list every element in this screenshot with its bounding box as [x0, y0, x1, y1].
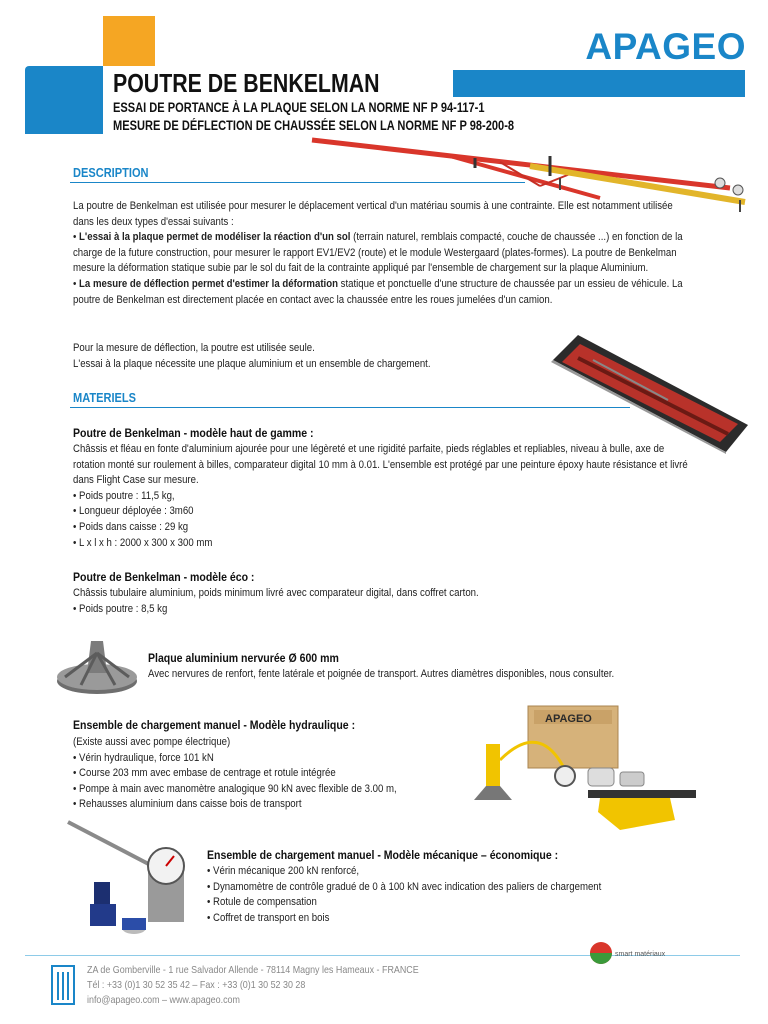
- header-blue-bar: [453, 70, 745, 97]
- list-item: • Poids poutre : 8,5 kg: [73, 602, 589, 618]
- product-text-hydraulique: (Existe aussi avec pompe électrique) • Vérin hydraulique, force 101 kN • Course 203 mm avec embase de centrage et rotule intégrée • Pompe à main avec manomètre analogique 90 kN avec flexible de 3.00 m, • Rehausses aluminium dans caisse bois de transport: [73, 735, 417, 813]
- description-bullet-deflection: • La mesure de déflection permet d'estimer la déformation statique et ponctuelle d'une structure de chaussée par un essieu de véhicule. La poutre de Benkelman est directement placée en contact avec la chaussée entre les roues jumelées d'un camion.: [73, 277, 683, 306]
- apageo-crate-label: APAGEO: [545, 713, 592, 725]
- list-item: • Vérin mécanique 200 kN renforcé,: [207, 864, 671, 880]
- list-item: • Course 203 mm avec embase de centrage et rotule intégrée: [73, 766, 417, 782]
- list-item: • L x l x h : 2000 x 300 x 300 mm: [73, 536, 697, 552]
- product-title-hydraulique: Ensemble de chargement manuel - Modèle hydraulique :: [73, 718, 356, 732]
- product-title-eco: Poutre de Benkelman - modèle éco :: [73, 570, 255, 584]
- product-title-haut-de-gamme: Poutre de Benkelman - modèle haut de gamme :: [73, 426, 314, 440]
- footer-web-link[interactable]: info@apageo.com – www.apageo.com: [87, 994, 240, 1006]
- page-title: POUTRE DE BENKELMAN: [113, 68, 380, 98]
- list-item: • Longueur déployée : 3m60: [73, 504, 697, 520]
- list-item: • Rehausses aluminium dans caisse bois de transport: [73, 797, 417, 813]
- spec-list-hydraulique: [73, 751, 417, 813]
- footer-phone: Tél : +33 (0)1 30 52 35 42 – Fax : +33 (0)1 30 52 30 28: [87, 979, 306, 991]
- spec-list-haut-de-gamme: [73, 489, 697, 551]
- description-bullet-plaque: • L'essai à la plaque permet de modéliser la réaction d'un sol (terrain naturel, remblais compacté, couche de chaussée ...) en fonction de la charge de la future construction, pour mesurer le rapport EV1/EV2 (route) et le module Westergaard (plates-formes). La poutre de Benkelman mesure la déformation statique subie par le sol du fait de la contrainte appliqué par l'ensemble de chargement sur la plaque Aluminium.: [73, 231, 683, 275]
- section-title-materiels: MATERIELS: [73, 390, 137, 405]
- product-text-mecanique: [207, 864, 671, 926]
- plaque-aluminium-image: [55, 633, 140, 698]
- product-title-plaque: Plaque aluminium nervurée Ø 600 mm: [148, 651, 339, 665]
- product-text-plaque: Avec nervures de renfort, fente latérale et poignée de transport. Autres diamètres disponibles, nous consulter.: [148, 668, 615, 680]
- flight-case-image: [548, 330, 753, 455]
- list-item: • Rotule de compensation: [207, 895, 671, 911]
- section-divider: [70, 407, 630, 408]
- description-usage: Pour la mesure de déflection, la poutre est utilisée seule. L'essai à la plaque nécessite une plaque aluminium et un ensemble de chargement.: [73, 342, 431, 370]
- product-title-mecanique: Ensemble de chargement manuel - Modèle mécanique – économique :: [207, 848, 559, 862]
- description-intro: La poutre de Benkelman est utilisée pour mesurer le déplacement vertical d'un matériau soumis à une contrainte. Elle est notamment utilisée dans les deux types d'essai suivants :: [73, 200, 673, 228]
- brand-logo: APAGEO: [585, 26, 746, 67]
- hydraulic-kit-image: [470, 700, 700, 845]
- partner-logo-text: smart matériaux: [615, 951, 666, 958]
- header-blue-block: [25, 66, 103, 134]
- section-title-description: DESCRIPTION: [73, 165, 149, 180]
- description-body: [73, 199, 692, 308]
- product-text-eco: Châssis tubulaire aluminium, poids minimum livré avec comparateur digital, dans coffret carton. • Poids poutre : 8,5 kg: [73, 586, 589, 617]
- list-item: • Pompe à main avec manomètre analogique 90 kN avec flexible de 3.00 m,: [73, 782, 417, 798]
- spec-list-mecanique: [207, 864, 671, 926]
- list-item: • Vérin hydraulique, force 101 kN: [73, 751, 417, 767]
- list-item: • Poids poutre : 11,5 kg,: [73, 489, 697, 505]
- section-divider: [70, 182, 525, 183]
- building-icon: [48, 962, 78, 1006]
- header-orange-block: [103, 16, 155, 66]
- list-item: • Dynamomètre de contrôle gradué de 0 à 100 kN avec indication des paliers de chargement: [207, 880, 671, 896]
- spec-list-eco: [73, 602, 589, 618]
- mechanical-kit-image: [60, 818, 200, 948]
- list-item: • Poids dans caisse : 29 kg: [73, 520, 697, 536]
- subtitle-norme-deflection: MESURE DE DÉFLECTION DE CHAUSSÉE SELON LA NORME NF P 98-200-8: [113, 118, 515, 133]
- footer-address: ZA de Gomberville - 1 rue Salvador Allende - 78114 Magny les Hameaux - FRANCE: [87, 964, 419, 976]
- smart-materiaux-logo: [588, 940, 666, 966]
- list-item: • Coffret de transport en bois: [207, 911, 671, 927]
- product-text-haut-de-gamme: Châssis et fléau en fonte d'aluminium ajourée pour une légèreté et une rigidité parfaite, pieds réglables et repliables, niveau à bulle, axe de rotation monté sur roulement à billes, comparateur digital 10 mm à 0.01. L'ensemble est protégé par une peinture époxy haute résistance et livré dans Flight Case sur mesure. • Poids poutre : 11,5 kg, • Longueur déployée : 3m60 • Poids dans caisse : 29 kg • L x l x h : 2000 x 300 x 300 mm: [73, 442, 697, 551]
- subtitle-norme-plaque: ESSAI DE PORTANCE À LA PLAQUE SELON LA NORME NF P 94-117-1: [113, 100, 485, 115]
